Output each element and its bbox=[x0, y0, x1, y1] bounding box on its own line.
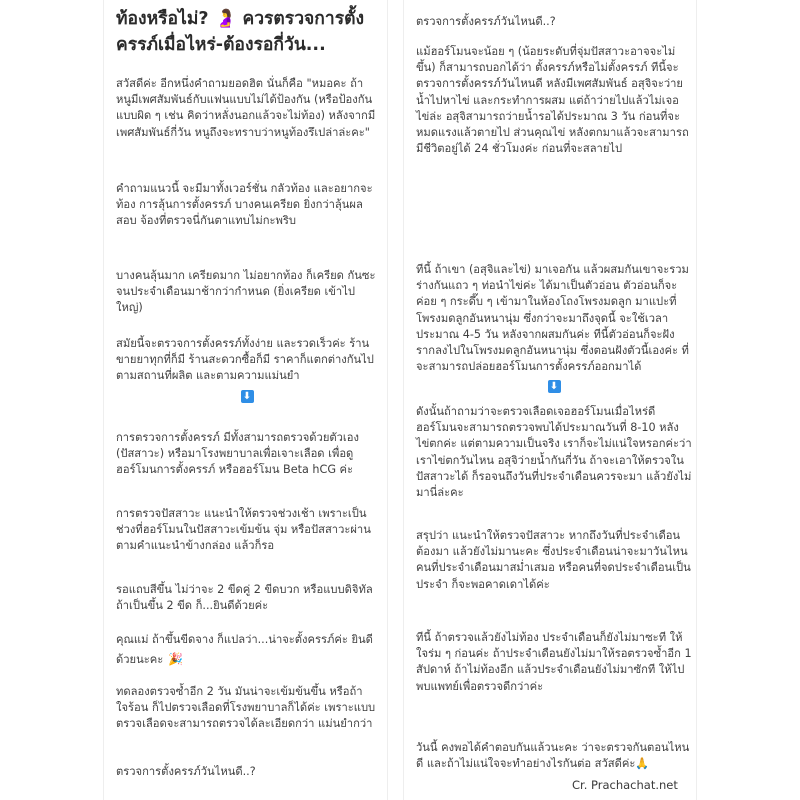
down-arrow-icon: ⬇ bbox=[548, 380, 561, 393]
paragraph: รอแถบสีขึ้น ไม่ว่าจะ 2 ขีดคู่ 2 ขีดบวก หรือแบบดิจิทัล ถ้าเป็นขึ้น 2 ขีด ก็...ยินดีด้วยค่ะ bbox=[116, 583, 373, 613]
paragraph: สวัสดีค่ะ อีกหนึ่งคำถามยอดฮิต นั่นก็คือ "หมอคะ ถ้าหนูมีเพศสัมพันธ์กับแฟนแบบไม่ได้ป้องกัน (หรือป้องกันแบบผิด ๆ เช่น คิดว่าหลั่งนอกแล้วจะไม่ท้อง) หลังจากมีเพศสัมพันธ์กี่วัน หนูถึงจะทราบว่าหนูท้องรึเปล่าล่ะคะ" bbox=[116, 77, 376, 139]
down-arrow-icon: ⬇ bbox=[241, 390, 254, 403]
paragraph: การตรวจปัสสาวะ แนะนำให้ตรวจช่วงเช้า เพราะเป็นช่วงที่ฮอร์โมนในปัสสาวะเข้มข้น จุ่ม หรือปัสสาวะผ่าน ตามคำแนะนำข้างกล่อง แล้วก็รอ bbox=[116, 507, 371, 553]
paragraph-with-arrow bbox=[116, 336, 378, 405]
paragraph-with-emoji bbox=[116, 628, 378, 668]
paragraph: การตรวจการตั้งครรภ์ มีทั้งสามารถตรวจด้วยตัวเอง (ปัสสาวะ) หรือมาโรงพยาบาลเพื่อเจาะเลือด เพื่อดูฮอร์โมนการตั้งครรภ์ หรือฮอร์โมน Beta hCG ค่ะ bbox=[116, 431, 359, 477]
paragraph: ทีนี้ ถ้าเขา (อสุจิและไข่) มาเจอกัน แล้วผสมกันเขาจะรวมร่างกันแถว ๆ ท่อนำไข่ค่ะ ได้มาเป็นตัวอ่อน ตัวอ่อนก็จะค่อย ๆ กระดึ๊บ ๆ เข้ามาในห้องโถงโพรงมดลูก มาแปะที่โพรงมดลูกอันหนานุ่ม ซึ่งกว่าจะมาถึงจุดนี้ จะใช้เวลาประมาณ 4-5 วัน หลังจากผสมกันค่ะ ทีนี้ตัวอ่อนก็จะฝังรากลงไปในโพรงมดลูกอันหนานุ่ม ซึ่งตอนฝังตัวนี้เองค่ะ ที่จะสามารถปล่อยฮอร์โมนการตั้งครรภ์ออกมาได้ bbox=[416, 263, 689, 374]
party-icon: 🎉 bbox=[168, 652, 184, 667]
paragraph: ทีนี้ ถ้าตรวจแล้วยังไม่ท้อง ประจำเดือนก็ยังไม่มาซะที ให้ใจร่ม ๆ ก่อนค่ะ ถ้าประจำเดือนยังไม่มาให้รอตรวจซ้ำอีก 1 สัปดาห์ ถ้าไม่ท้องอีก แล้วประจำเดือนยังไม่มาซักที ให้ไปพบแพทย์เพื่อตรวจดีกว่าค่ะ bbox=[416, 631, 692, 693]
article-image bbox=[103, 0, 697, 800]
source-credit: Cr. Prachachat.net bbox=[572, 778, 678, 792]
paragraph: ตรวจการตั้งครรภ์วันไหนดี..? bbox=[116, 765, 256, 778]
paragraph: ตรวจการตั้งครรภ์วันไหนดี..? bbox=[416, 15, 556, 28]
paragraph: ทดลองตรวจซ้ำอีก 2 วัน มันน่าจะเข้มข้นขึ้น หรือถ้าใจร้อน ก็ไปตรวจเลือดที่โรงพยาบาลก็ได้ค่ะ เพราะแบบตรวจเลือดจะสามารถตรวจได้ละเอียดกว่า แม่นยำกว่า bbox=[116, 685, 376, 731]
paragraph: ดังนั้นถ้าถามว่าจะตรวจเลือดเจอฮอร์โมนเมื่อไหร่ดี ฮอร์โมนจะสามารถตรวจพบได้ประมาณวันที่ 8-10 หลังไข่ตกค่ะ แต่ตามความเป็นจริง เราก็จะไม่แน่ใจหรอกค่ะว่า เราไข่ตกวันไหน อสุจิว่ายน้ำกันกี่วัน ถ้าจะเอาให้ตรวจในปัสสาวะได้ ก็รอจนถึงวันที่ประจำเดือนควรจะมา แล้วยังไม่มานี่ล่ะคะ bbox=[416, 405, 692, 500]
paragraph: สมัยนี้จะตรวจการตั้งครรภ์ทั้งง่าย และรวดเร็วค่ะ ร้านขายยาทุกที่ก็มี ร้านสะดวกซื้อก็มี ราคาก็แตกต่างกันไป ตามสถานที่ผลิต และตามความแม่นยำ bbox=[116, 337, 374, 383]
paragraph: แม้ฮอร์โมนจะน้อย ๆ (น้อยระดับที่จุ่มปัสสาวะอาจจะไม่ขึ้น) ก็สามารถบอกได้ว่า ตั้งครรภ์หรือไม่ตั้งครรภ์ ทีนี้จะตรวจการตั้งครรภ์วันไหนดี หลังมีเพศสัมพันธ์ อสุจิจะว่ายน้ำไปหาไข่ และกระทำการผสม แต่ถ้าว่ายไปแล้วไม่เจอไข่ล่ะ อสุจิสามารถว่ายน้ำรอได้ประมาณ 3 วัน ก่อนที่จะหมดแรงแล้วตายไป ส่วนคุณไข่ หลังตกมาแล้วจะสามารถมีชีวิตอยู่ได้ 24 ชั่วโมงค่ะ ก่อนที่จะสลายไป bbox=[416, 45, 689, 156]
right-column bbox=[403, 0, 697, 800]
paragraph: บางคนลุ้นมาก เครียดมาก ไม่อยากท้อง ก็เครียด กันซะจนประจำเดือนมาช้ากว่ากำหนด (ยิ่งเครียด เข้าไปใหญ่) bbox=[116, 269, 376, 315]
paragraph: คำถามแนวนี้ จะมีมาทั้งเวอร์ชั่น กลัวท้อง และอยากจะท้อง การลุ้นการตั้งครรภ์ บางคนเครียด ยิ่งกว่าลุ้นผลสอบ จ้องที่ตรวจนี่กันตาแทบไม่กะพริบ bbox=[116, 182, 373, 228]
paragraph: สรุปว่า แนะนำให้ตรวจปัสสาวะ หากถึงวันที่ประจำเดือนต้องมา แล้วยังไม่มานะคะ ซึ่งประจำเดือนน่าจะมาวันไหน คนที่ประจำเดือนมาสม่ำเสมอ หรือคนที่จดประจำเดือนเป็นประจำ ก็จะพอคาดเดาได้ค่ะ bbox=[416, 529, 691, 591]
left-column bbox=[103, 0, 388, 800]
paragraph: คุณแม่ ถ้าขึ้นขีดจาง ก็แปลว่า...น่าจะตั้งครรภ์ค่ะ ยินดีด้วยนะคะ bbox=[116, 633, 373, 667]
paragraph-with-arrow bbox=[416, 262, 692, 395]
article-title: ท้องหรือไม่? 🤰 ควรตรวจการตั้งครรภ์เมื่อไหร่-ต้องรอกี่วัน... bbox=[116, 9, 365, 55]
paragraph: วันนี้ คงพอได้คำตอบกันแล้วนะคะ ว่าจะตรวจกันตอนไหนดี และถ้าไม่แน่ใจจะทำอย่างไรกันต่อ สวัสดีค่ะ🙏 bbox=[416, 741, 690, 771]
